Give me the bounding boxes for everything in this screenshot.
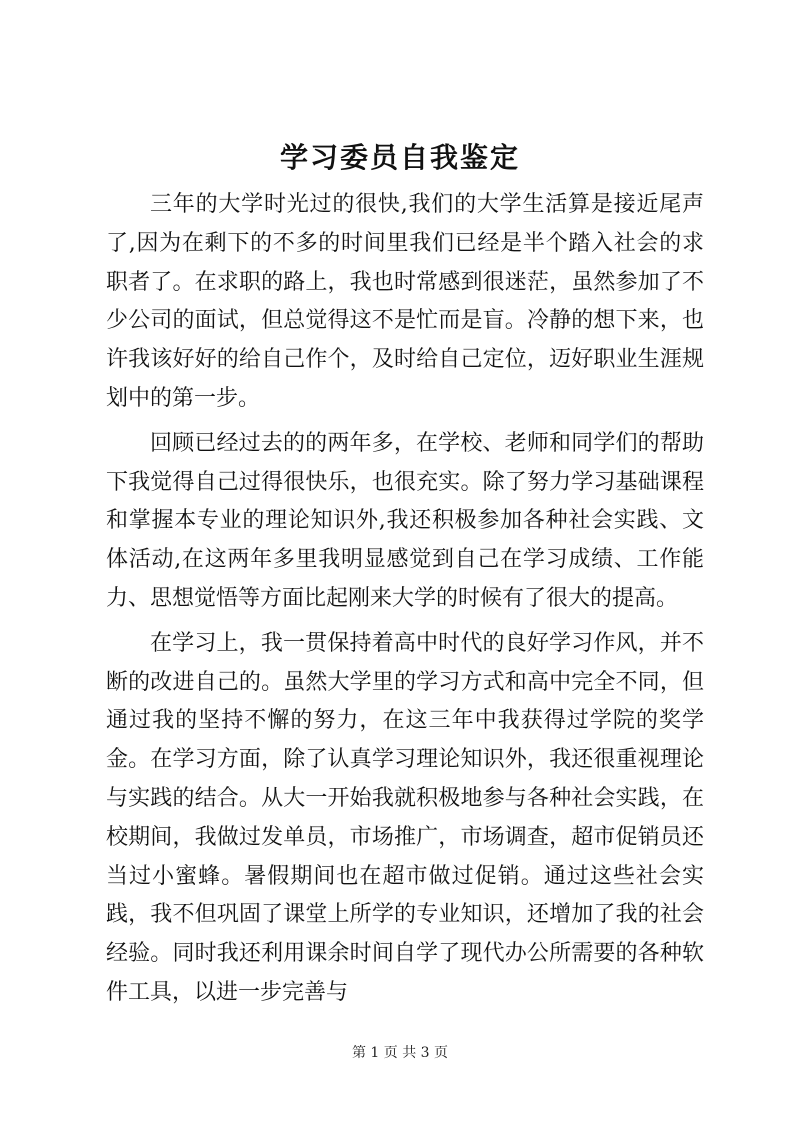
paragraph-3: 在学习上，我一贯保持着高中时代的良好学习作风，并不断的改进自己的。虽然大学里的学习方式和高中完全不同，但通过我的坚持不懈的努力，在这三年中我获得过学院的奖学金。在学习方面，除了认真学习理论知识外，我还很重视理论与实践的结合。从大一开始我就积极地参与各种社会实践，在校期间，我做过发单员，市场推广，市场调查，超市促销员还当过小蜜蜂。暑假期间也在超市做过促销。通过这些社会实践，我不但巩固了课堂上所学的专业知识，还增加了我的社会经验。同时我还利用课余时间自学了现代办公所需要的各种软件工具，以进一步完善与 bbox=[106, 630, 704, 1005]
document-title: 学习委员自我鉴定 bbox=[279, 141, 520, 174]
paragraph-2: 回顾已经过去的的两年多，在学校、老师和同学们的帮助下我觉得自己过得很快乐，也很充实。除了努力学习基础课程和掌握本专业的理论知识外,我还积极参加各种社会实践、文体活动,在这两年多里我明显感觉到自己在学习成绩、工作能力、思想觉悟等方面比起刚来大学的时候有了很大的提高。 bbox=[106, 430, 704, 611]
page-footer: 第 1 页 共 3 页 bbox=[351, 1045, 449, 1061]
paragraph-1: 三年的大学时光过的很快,我们的大学生活算是接近尾声了,因为在剩下的不多的时间里我们已经是半个踏入社会的求职者了。在求职的路上，我也时常感到很迷茫，虽然参加了不少公司的面试，但总觉得这不是忙而是盲。冷静的想下来，也许我该好好的给自己作个，及时给自己定位，迈好职业生涯规划中的第一步。 bbox=[106, 192, 704, 411]
document-body bbox=[106, 186, 704, 1019]
